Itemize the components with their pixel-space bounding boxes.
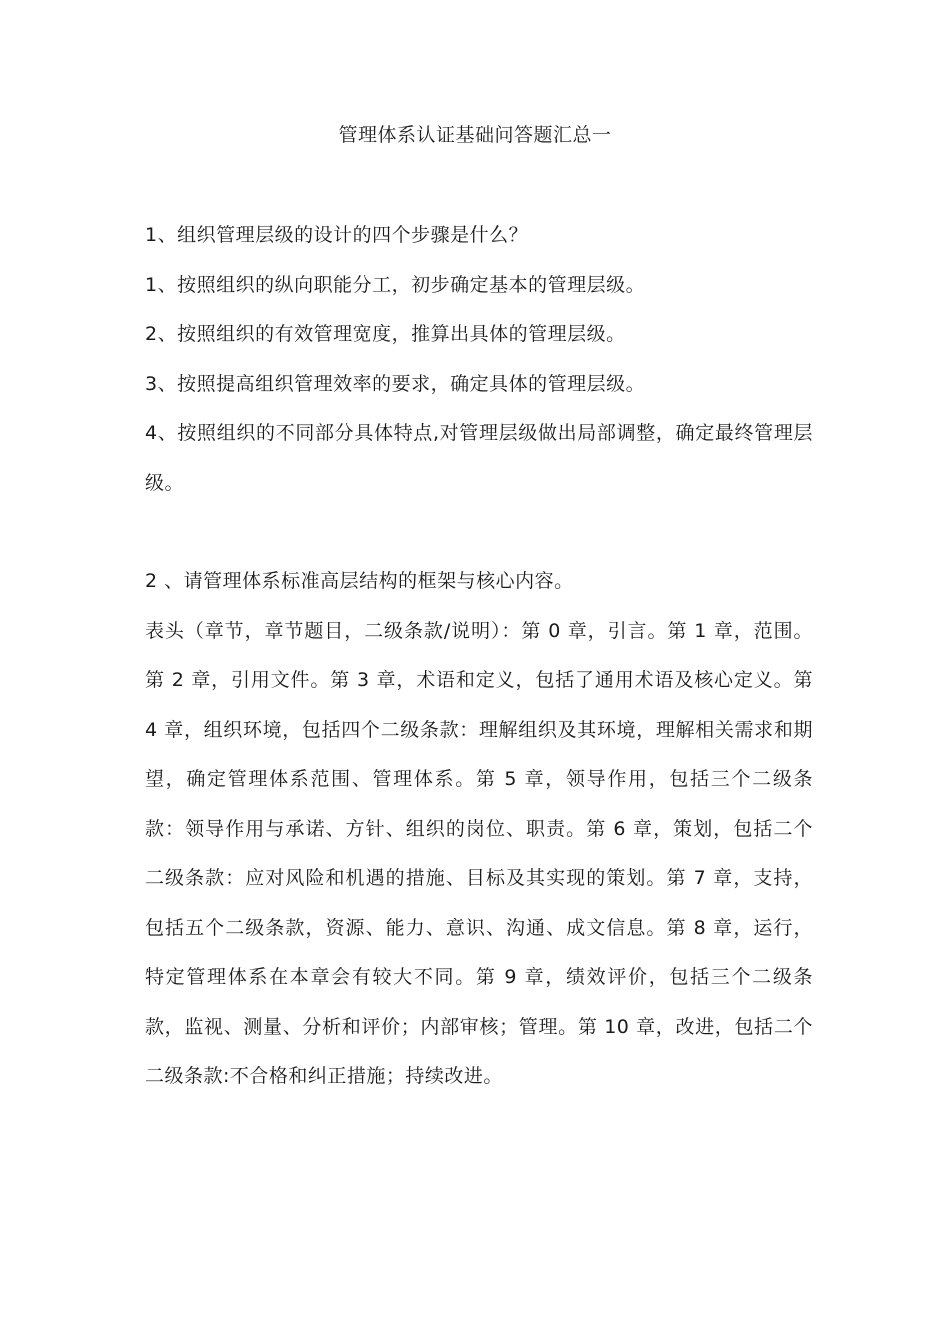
- answer-1-step-1: 1、按照组织的纵向职能分工，初步确定基本的管理层级。: [145, 273, 646, 296]
- page-title: 管理体系认证基础问答题汇总一: [338, 124, 612, 146]
- question-2-section: [145, 557, 813, 1102]
- answer-1-step-2: 2、按照组织的有效管理宽度，推算出具体的管理层级。: [145, 323, 626, 345]
- question-1-heading: 1、组织管理层级的设计的四个步骤是什么？: [145, 224, 529, 246]
- question-1-section: [145, 211, 813, 508]
- answer-1-step-4: 4、按照组织的不同部分具体特点,对管理层级做出局部调整，确定最终管理层级。: [145, 422, 813, 494]
- answer-2-paragraph: 表头（章节，章节题目，二级条款/说明）：第 0 章，引言。第 1 章，范围。第 2 章，引用文件。第 3 章，术语和定义，包括了通用术语及核心定义。第 4 章，组织环境，包括四个二级条款：理解组织及其环境，理解相关需求和期望，确定管理体系范围、管理体系。第 5 章，领导作用，包括三个二级条款：领导作用与承诺、方针、组织的岗位、职责。第 6 章，策划，包括二个二级条款：应对风险和机遇的措施、目标及其实现的策划。第 7 章，支持，包括五个二级条款，资源、能力、意识、沟通、成文信息。第 8 章，运行，特定管理体系在本章会有较大不同。第 9 章，绩效评价，包括三个二级条款，监视、测量、分析和评价；内部审核；管理。第 10 章，改进，包括二个二级条款:不合格和纠正措施；持续改进。: [145, 619, 813, 1087]
- answer-1-step-3: 3、按照提高组织管理效率的要求，确定具体的管理层级。: [145, 372, 646, 395]
- question-2-heading: 2 、请管理体系标准高层结构的框架与核心内容。: [145, 570, 574, 592]
